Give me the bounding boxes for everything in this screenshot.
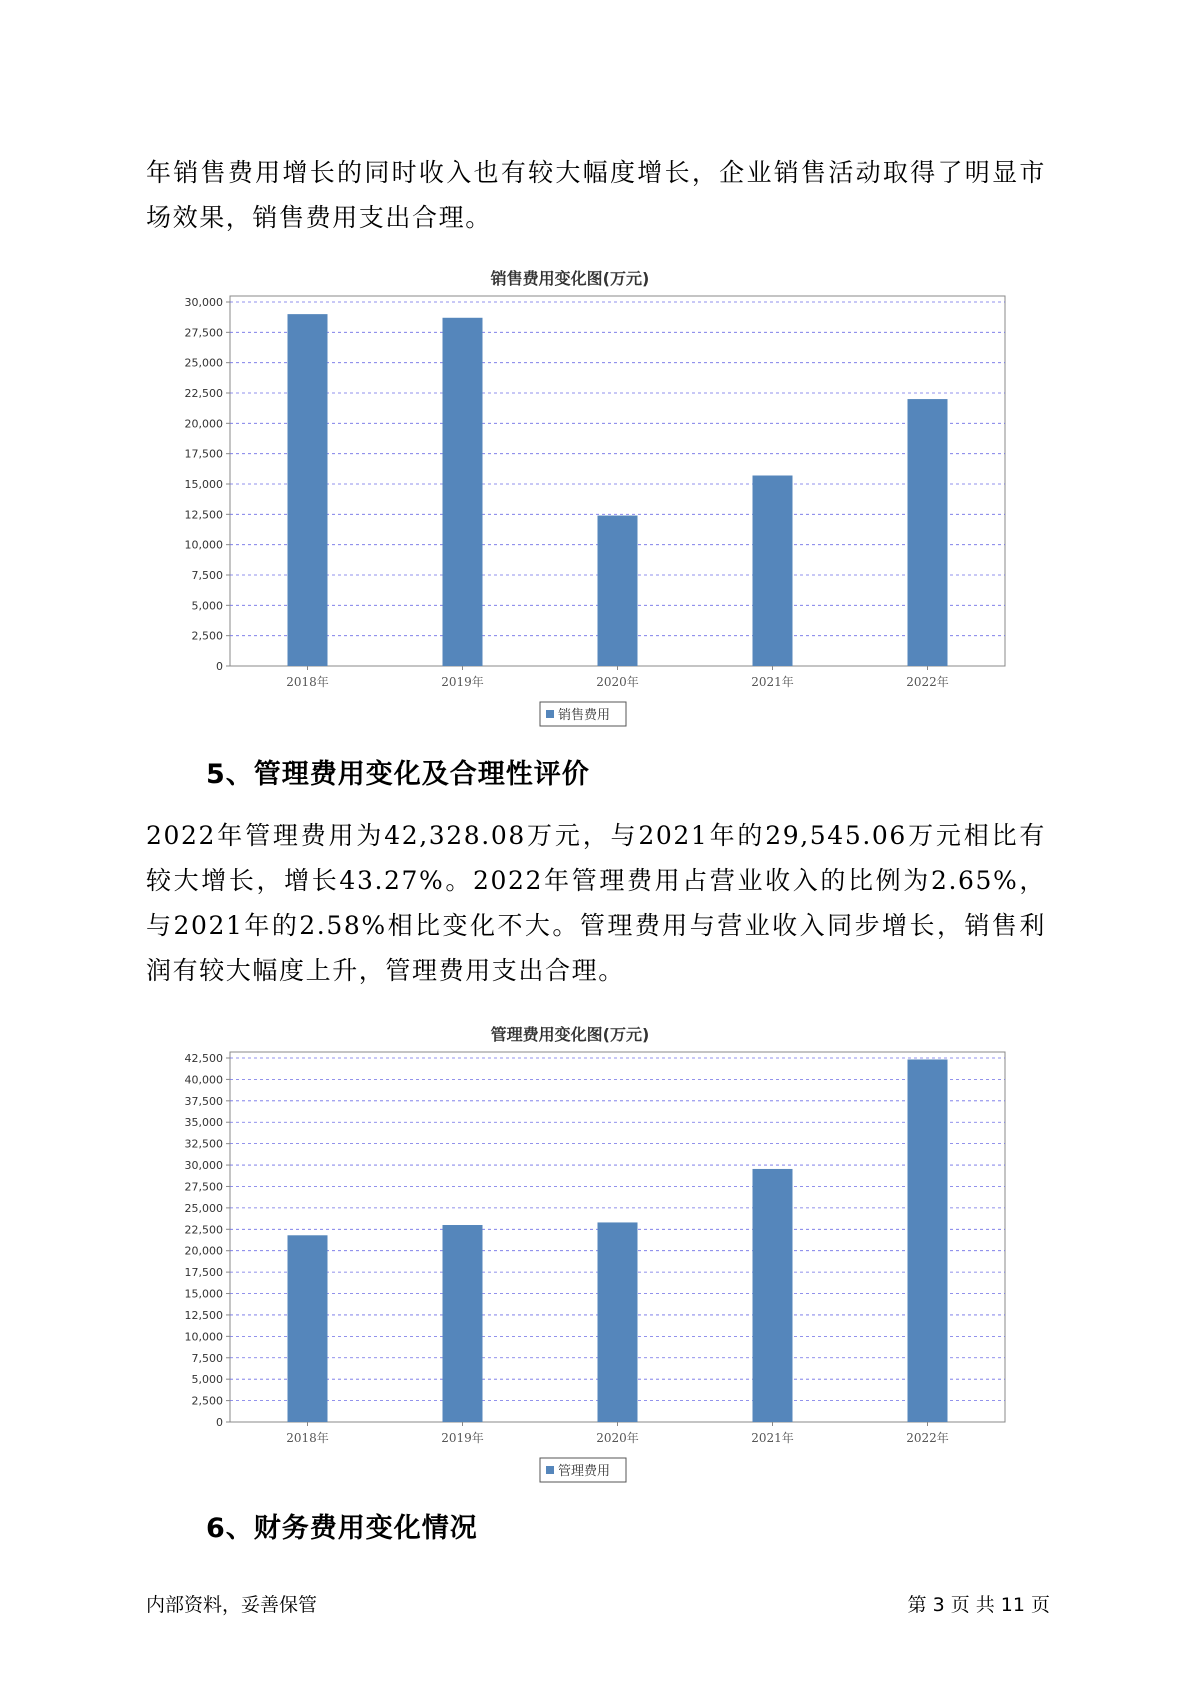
bar-2018年: [288, 1235, 328, 1422]
intro-paragraph: 年销售费用增长的同时收入也有较大幅度增长，企业销售活动取得了明显市场效果，销售费用支出合理。: [146, 158, 1046, 232]
y-tick-label: 32,500: [184, 1137, 223, 1151]
y-tick-label: 10,000: [184, 1330, 223, 1344]
y-tick-label: 17,500: [184, 447, 223, 461]
y-tick-label: 15,000: [184, 478, 223, 491]
x-tick-label: 2021年: [751, 675, 794, 689]
admin-expense-chart: [160, 1018, 1020, 1488]
y-tick-label: 17,500: [184, 1266, 223, 1280]
y-tick-label: 20,000: [184, 1244, 223, 1258]
y-tick-label: 27,500: [184, 326, 223, 340]
section5-paragraph: 2022年管理费用为42,328.08万元，与2021年的29,545.06万元相比有较大增长，增长43.27%。2022年管理费用占营业收入的比例为2.65%，与2021年的2.58%相比变化不大。管理费用与营业收入同步增长，销售利润有较大幅度上升，管理费用支出合理。: [146, 821, 1046, 985]
y-tick-label: 7,500: [191, 1351, 223, 1365]
y-tick-label: 12,500: [184, 508, 223, 522]
y-tick-label: 27,500: [184, 1180, 223, 1194]
y-tick-label: 42,500: [184, 1052, 223, 1065]
bar-2020年: [598, 1222, 638, 1422]
y-tick-label: 0: [216, 660, 223, 673]
y-tick-label: 5,000: [191, 1373, 223, 1387]
x-tick-label: 2019年: [441, 1431, 484, 1445]
x-tick-label: 2022年: [906, 1431, 949, 1445]
section5-heading: 5、管理费用变化及合理性评价: [206, 759, 590, 790]
x-tick-label: 2020年: [596, 675, 639, 689]
y-tick-label: 0: [216, 1416, 223, 1429]
legend-label: 销售费用: [558, 708, 611, 723]
y-tick-label: 12,500: [184, 1308, 223, 1322]
y-tick-label: 37,500: [184, 1094, 223, 1108]
sales-expense-chart-svg: [160, 262, 1020, 732]
bar-2021年: [753, 476, 793, 666]
footer-confidential: 内部资料，妥善保管: [146, 1594, 318, 1616]
x-tick-label: 2018年: [286, 675, 329, 689]
y-tick-label: 15,000: [184, 1287, 223, 1301]
y-tick-label: 22,500: [184, 1223, 223, 1237]
y-tick-label: 30,000: [184, 296, 223, 309]
y-tick-label: 25,000: [184, 356, 223, 370]
x-tick-label: 2022年: [906, 675, 949, 689]
bar-2022年: [908, 1059, 948, 1422]
legend-swatch: [546, 1466, 554, 1474]
bar-2021年: [753, 1169, 793, 1422]
y-tick-label: 20,000: [184, 417, 223, 431]
y-tick-label: 22,500: [184, 387, 223, 400]
bar-2022年: [908, 399, 948, 666]
x-tick-label: 2020年: [596, 1431, 639, 1445]
admin-expense-chart-svg: [160, 1018, 1020, 1488]
chart-title: 管理费用变化图(万元): [490, 1025, 650, 1044]
section6-heading: 6、财务费用变化情况: [206, 1513, 478, 1544]
x-tick-label: 2018年: [286, 1431, 329, 1445]
y-tick-label: 10,000: [184, 538, 223, 552]
legend-swatch: [546, 710, 554, 718]
y-tick-label: 25,000: [184, 1201, 223, 1215]
y-tick-label: 40,000: [184, 1073, 223, 1087]
bar-2019年: [443, 318, 483, 666]
y-tick-label: 5,000: [191, 599, 223, 613]
footer-page-number: 第 3 页 共 11 页: [907, 1594, 1050, 1616]
y-tick-label: 7,500: [191, 569, 223, 582]
y-tick-label: 2,500: [191, 1394, 223, 1408]
bar-2018年: [288, 314, 328, 666]
y-tick-label: 35,000: [184, 1116, 223, 1130]
bar-2020年: [598, 516, 638, 666]
chart-title: 销售费用变化图(万元): [490, 269, 650, 288]
legend-label: 管理费用: [558, 1464, 611, 1479]
y-tick-label: 30,000: [184, 1159, 223, 1173]
y-tick-label: 2,500: [191, 629, 223, 643]
sales-expense-chart: [160, 262, 1020, 732]
bar-2019年: [443, 1225, 483, 1422]
x-tick-label: 2019年: [441, 675, 484, 689]
x-tick-label: 2021年: [751, 1431, 794, 1445]
